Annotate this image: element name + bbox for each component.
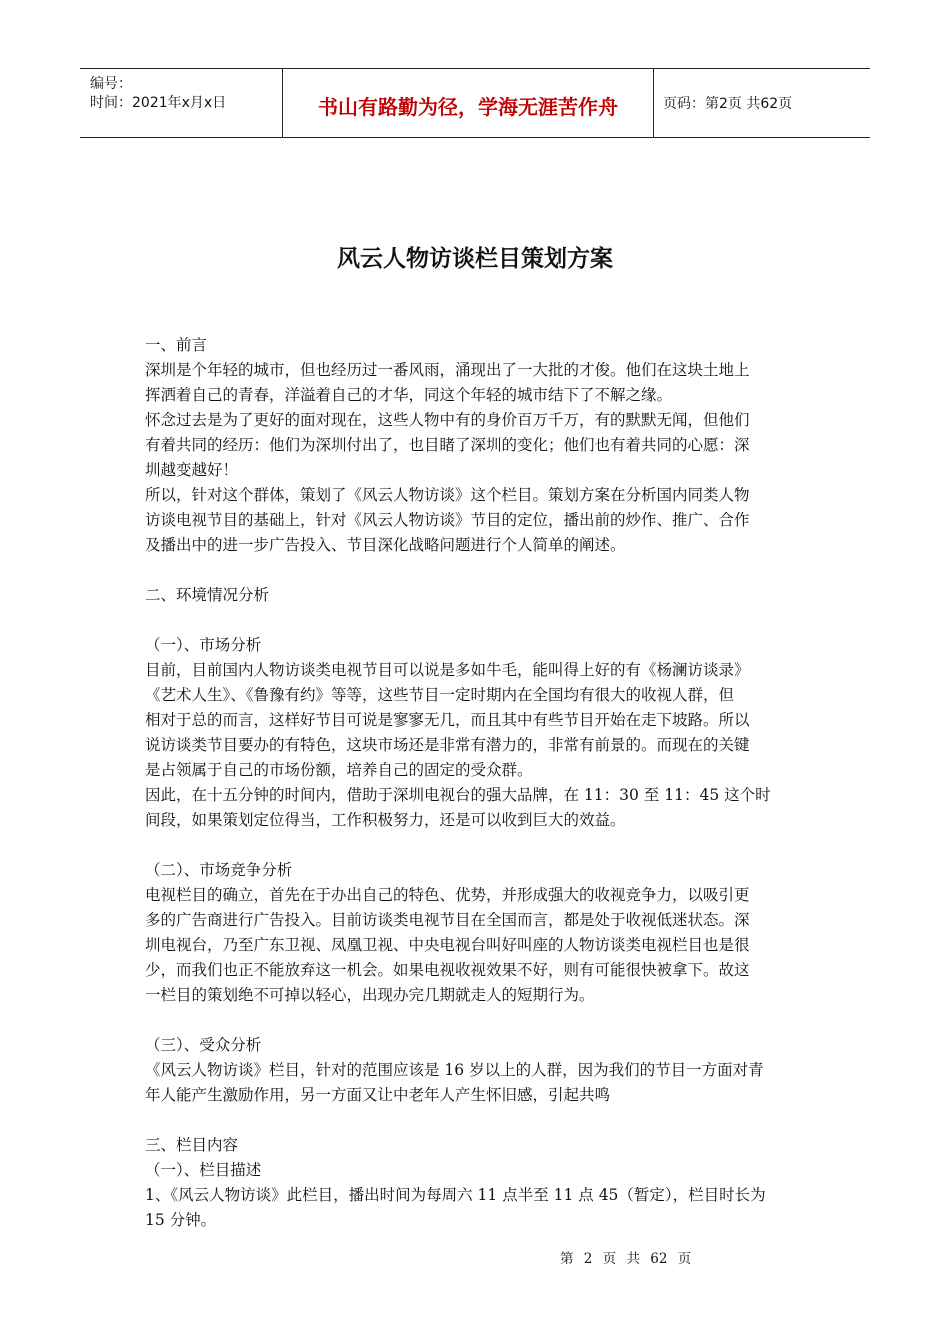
document-header [80, 68, 870, 138]
header-motto-cell [282, 69, 654, 137]
header-time-label: 时间：2021年x月x日 [90, 95, 227, 111]
body-line: （三）、受众分析 [145, 1036, 262, 1054]
body-line: 《风云人物访谈》栏目，针对的范围应该是 16 岁以上的人群，因为我们的节目一方面对青 [145, 1061, 764, 1079]
body-line: 相对于总的而言，这样好节目可说是寥寥无几，而且其中有些节目开始在走下坡路。所以 [145, 711, 750, 729]
header-page-info: 页码：第2页 共62页 [663, 96, 793, 112]
blank-line [145, 1108, 810, 1133]
body-line: 有着共同的经历：他们为深圳付出了，也目睹了深圳的变化；他们也有着共同的心愿：深 [145, 436, 750, 454]
body-line: 说访谈类节目要办的有特色，这块市场还是非常有潜力的，非常有前景的。而现在的关键 [145, 736, 750, 754]
body-line: 所以，针对这个群体，策划了《风云人物访谈》这个栏目。策划方案在分析国内同类人物 [145, 486, 750, 504]
body-line: 怀念过去是为了更好的面对现在，这些人物中有的身价百万千万，有的默默无闻，但他们 [145, 411, 750, 429]
blank-line [145, 833, 810, 858]
body-line: （二）、市场竞争分析 [145, 861, 293, 879]
body-line: 15 分钟。 [145, 1211, 217, 1229]
page-footer: 第 2 页 共 62 页 [560, 1251, 692, 1267]
body-line: 访谈电视节目的基础上，针对《风云人物访谈》节目的定位，播出前的炒作、推广、合作 [145, 511, 750, 529]
body-line: 多的广告商进行广告投入。目前访谈类电视节目在全国而言，都是处于收视低迷状态。深 [145, 911, 750, 929]
document-title: 风云人物访谈栏目策划方案 [337, 246, 613, 272]
blank-line [145, 558, 810, 583]
body-line: 深圳是个年轻的城市，但也经历过一番风雨，涌现出了一大批的才俊。他们在这块土地上 [145, 361, 750, 379]
body-line: 《艺术人生》、《鲁豫有约》等等，这些节目一定时期内在全国均有很大的收视人群，但 [145, 686, 735, 704]
header-motto: 书山有路勤为径，学海无涯苦作舟 [318, 95, 618, 119]
body-line: 1、《风云人物访谈》此栏目，播出时间为每周六 11 点半至 11 点 45（暂定），栏目时长为 [145, 1186, 766, 1204]
body-line: （一）、市场分析 [145, 636, 262, 654]
body-line: 一、前言 [145, 336, 208, 354]
body-line: 电视栏目的确立，首先在于办出自己的特色、优势，并形成强大的收视竞争力，以吸引更 [145, 886, 750, 904]
body-line: 及播出中的进一步广告投入、节目深化战略问题进行个人简单的阐述。 [145, 536, 626, 554]
body-line: 一栏目的策划绝不可掉以轻心，出现办完几期就走人的短期行为。 [145, 986, 595, 1004]
body-line: 因此，在十五分钟的时间内，借助于深圳电视台的强大品牌，在 11：30 至 11：45 这个时 [145, 786, 771, 804]
document-body [145, 333, 810, 1233]
body-line: 目前，目前国内人物访谈类电视节目可以说是多如牛毛，能叫得上好的有《杨澜访谈录》 [145, 661, 750, 679]
body-line: 年人能产生激励作用，另一方面又让中老年人产生怀旧感，引起共鸣 [145, 1086, 611, 1104]
body-line: （一）、栏目描述 [145, 1161, 262, 1179]
blank-line [145, 1008, 810, 1033]
body-line: 挥洒着自己的青春，洋溢着自己的才华，同这个年轻的城市结下了不解之缘。 [145, 386, 673, 404]
body-line: 二、环境情况分析 [145, 586, 270, 604]
body-line: 圳电视台，乃至广东卫视、凤凰卫视、中央电视台叫好叫座的人物访谈类电视栏目也是很 [145, 936, 750, 954]
blank-line [145, 608, 810, 633]
body-line: 圳越变越好！ [145, 461, 239, 479]
header-number-label: 编号： [90, 76, 132, 92]
body-line: 是占领属于自己的市场份额，培养自己的固定的受众群。 [145, 761, 533, 779]
body-line: 三、栏目内容 [145, 1136, 239, 1154]
body-line: 间段，如果策划定位得当，工作积极努力，还是可以收到巨大的效益。 [145, 811, 626, 829]
header-page-cell [653, 69, 870, 137]
header-info-cell [80, 69, 282, 137]
body-line: 少，而我们也正不能放弃这一机会。如果电视收视效果不好，则有可能很快被拿下。故这 [145, 961, 750, 979]
